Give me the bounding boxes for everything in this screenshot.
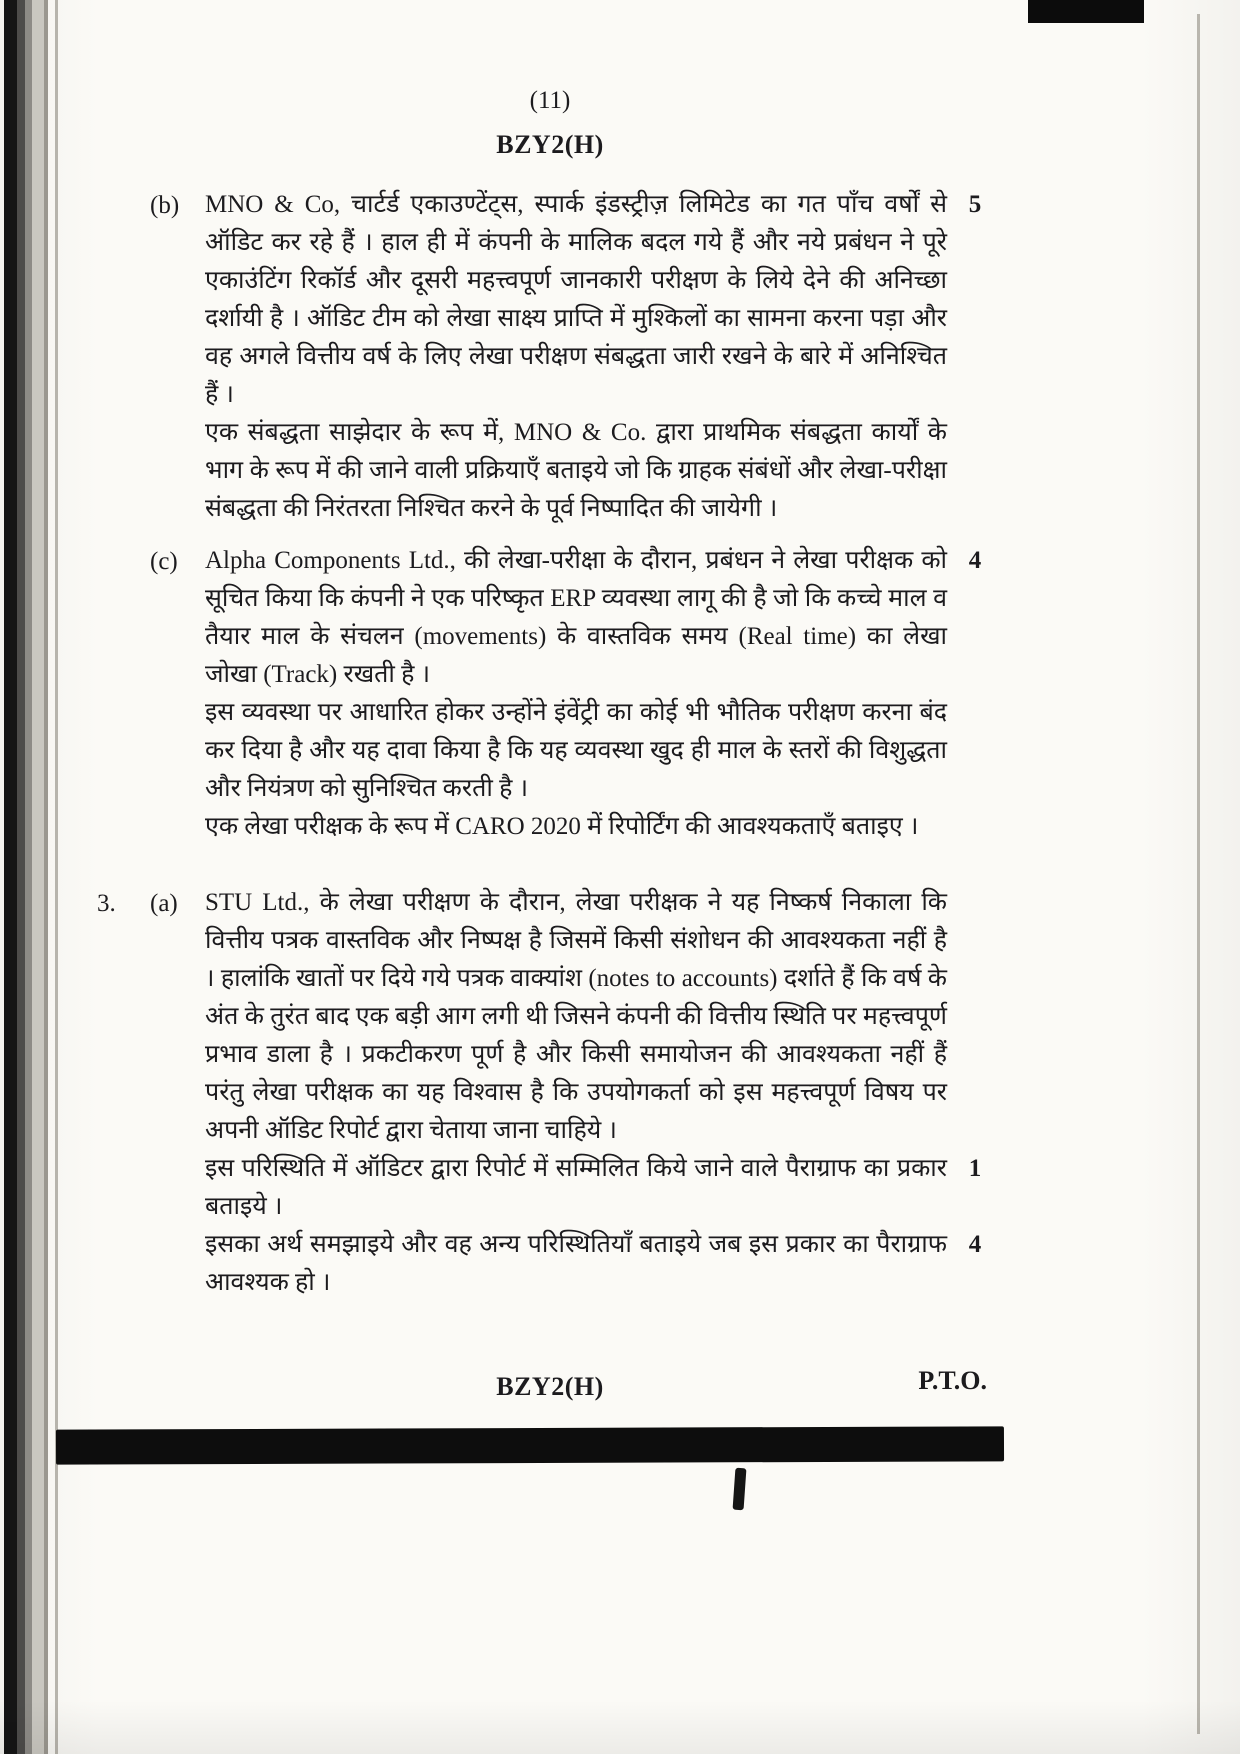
scan-ink-mark	[733, 1468, 747, 1511]
page-footer	[95, 1366, 1005, 1412]
paper-code-header: BZY2(H)	[496, 130, 604, 159]
marks-value: 4	[968, 1231, 982, 1258]
page-number: (11)	[529, 87, 571, 114]
question-part-label: (c)	[150, 548, 178, 575]
scan-bottom-black-band	[56, 1426, 1004, 1464]
paragraph-text: Alpha Components Ltd., की लेखा-परीक्षा के दौरान, प्रबंधन ने लेखा परीक्षक को सूचित किया कि कंपनी ने एक परिष्कृत ERP व्यवस्था लागू की है जो कि कच्चे माल व तैयार माल के संचलन (movements) के वास्तविक समय (Real time) का लेखा जोखा (Track) रखती है ।	[205, 547, 947, 688]
paragraph-text: इस व्यवस्था पर आधारित होकर उन्होंने इंवेंट्री का कोई भी भौतिक परीक्षण करना बंद कर दिया है और यह दावा किया है कि यह व्यवस्था खुद ही माल के स्तरों की विशुद्धता और नियंत्रण को सुनिश्चित करती है ।	[205, 699, 947, 802]
question-part-label: (a)	[150, 890, 178, 917]
question-paragraph	[205, 694, 1005, 808]
scan-bottom-shadow	[0, 1700, 1240, 1754]
scan-right-edge-line	[1197, 14, 1200, 1734]
paper-code-footer: BZY2(H)	[496, 1372, 604, 1401]
paragraph-text: इसका अर्थ समझाइये और वह अन्य परिस्थितियाँ बताइये जब इस प्रकार का पैराग्राफ आवश्यक हो ।	[205, 1231, 947, 1296]
scan-edge-strip	[25, 0, 32, 1754]
marks-value: 1	[968, 1155, 982, 1182]
pto-label: P.T.O.	[918, 1366, 987, 1395]
scan-edge-strip	[32, 0, 44, 1754]
scan-page-edge-line	[55, 0, 58, 1754]
question-3a	[97, 884, 1005, 1302]
scan-edge-strip	[44, 0, 48, 1754]
marks-value: 4	[968, 547, 982, 574]
scan-edge-strip	[17, 0, 25, 1754]
question-paragraph	[205, 542, 1005, 694]
question-paragraph	[205, 884, 1005, 1150]
question-c	[150, 542, 1005, 846]
scan-top-right-black-bar	[1028, 0, 1144, 23]
question-b	[150, 186, 1005, 528]
scan-edge-dark-strip	[4, 0, 17, 1754]
question-paragraph	[205, 186, 1005, 414]
paragraph-text: STU Ltd., के लेखा परीक्षण के दौरान, लेखा परीक्षक ने यह निष्कर्ष निकाला कि वित्तीय पत्रक वास्तविक और निष्पक्ष है जिसमें किसी संशोधन की आवश्यकता नहीं है । हालांकि खातों पर दिये गये पत्रक वाक्यांश (notes to accounts) दर्शाते हैं कि वर्ष के अंत के तुरंत बाद एक बड़ी आग लगी थी जिसने कंपनी की वित्तीय स्थिति पर महत्त्वपूर्ण प्रभाव डाला है । प्रकटीकरण पूर्ण है और किसी समायोजन की आवश्यकता नहीं हैं परंतु लेखा परीक्षक का यह विश्वास है कि उपयोगकर्ता को इस महत्त्वपूर्ण विषय पर अपनी ऑडिट रिपोर्ट द्वारा चेताया जाना चाहिये ।	[205, 889, 947, 1144]
paragraph-text: इस परिस्थिति में ऑडिटर द्वारा रिपोर्ट में सम्मिलित किये जाने वाले पैराग्राफ का प्रकार बताइये ।	[205, 1155, 947, 1220]
question-part-label: (b)	[150, 192, 180, 219]
paragraph-text: एक लेखा परीक्षक के रूप में CARO 2020 में रिपोर्टिंग की आवश्यकताएँ बताइए ।	[205, 813, 919, 840]
marks-value: 5	[968, 191, 982, 218]
paragraph-text: एक संबद्धता साझेदार के रूप में, MNO & Co. द्वारा प्राथमिक संबद्धता कार्यों के भाग के रूप में की जाने वाली प्रक्रियाएँ बताइये जो कि ग्राहक संबंधों और लेखा-परीक्षा संबद्धता की निरंतरता निश्चित करने के पूर्व निष्पादित की जायेगी ।	[205, 419, 947, 522]
question-paragraph	[205, 1226, 1005, 1302]
question-number: 3.	[97, 890, 116, 917]
page-content	[95, 82, 1005, 1316]
question-paragraph	[205, 1150, 1005, 1226]
question-paragraph	[205, 808, 1005, 846]
question-paragraph	[205, 414, 1005, 528]
paragraph-text: MNO & Co, चार्टर्ड एकाउण्टेंट्स, स्पार्क इंडस्ट्रीज़ लिमिटेड का गत पाँच वर्षों से ऑडिट कर रहे हैं । हाल ही में कंपनी के मालिक बदल गये हैं और नये प्रबंधन ने पूरे एकाउंटिंग रिकॉर्ड और दूसरी महत्त्वपूर्ण जानकारी परीक्षण के लिये देने की अनिच्छा दर्शायी है । ऑडिट टीम को लेखा साक्ष्य प्राप्ति में मुश्किलों का सामना करना पड़ा और वह अगले वित्तीय वर्ष के लिए लेखा परीक्षण संबद्धता जारी रखने के बारे में अनिश्चित हैं ।	[205, 191, 947, 408]
